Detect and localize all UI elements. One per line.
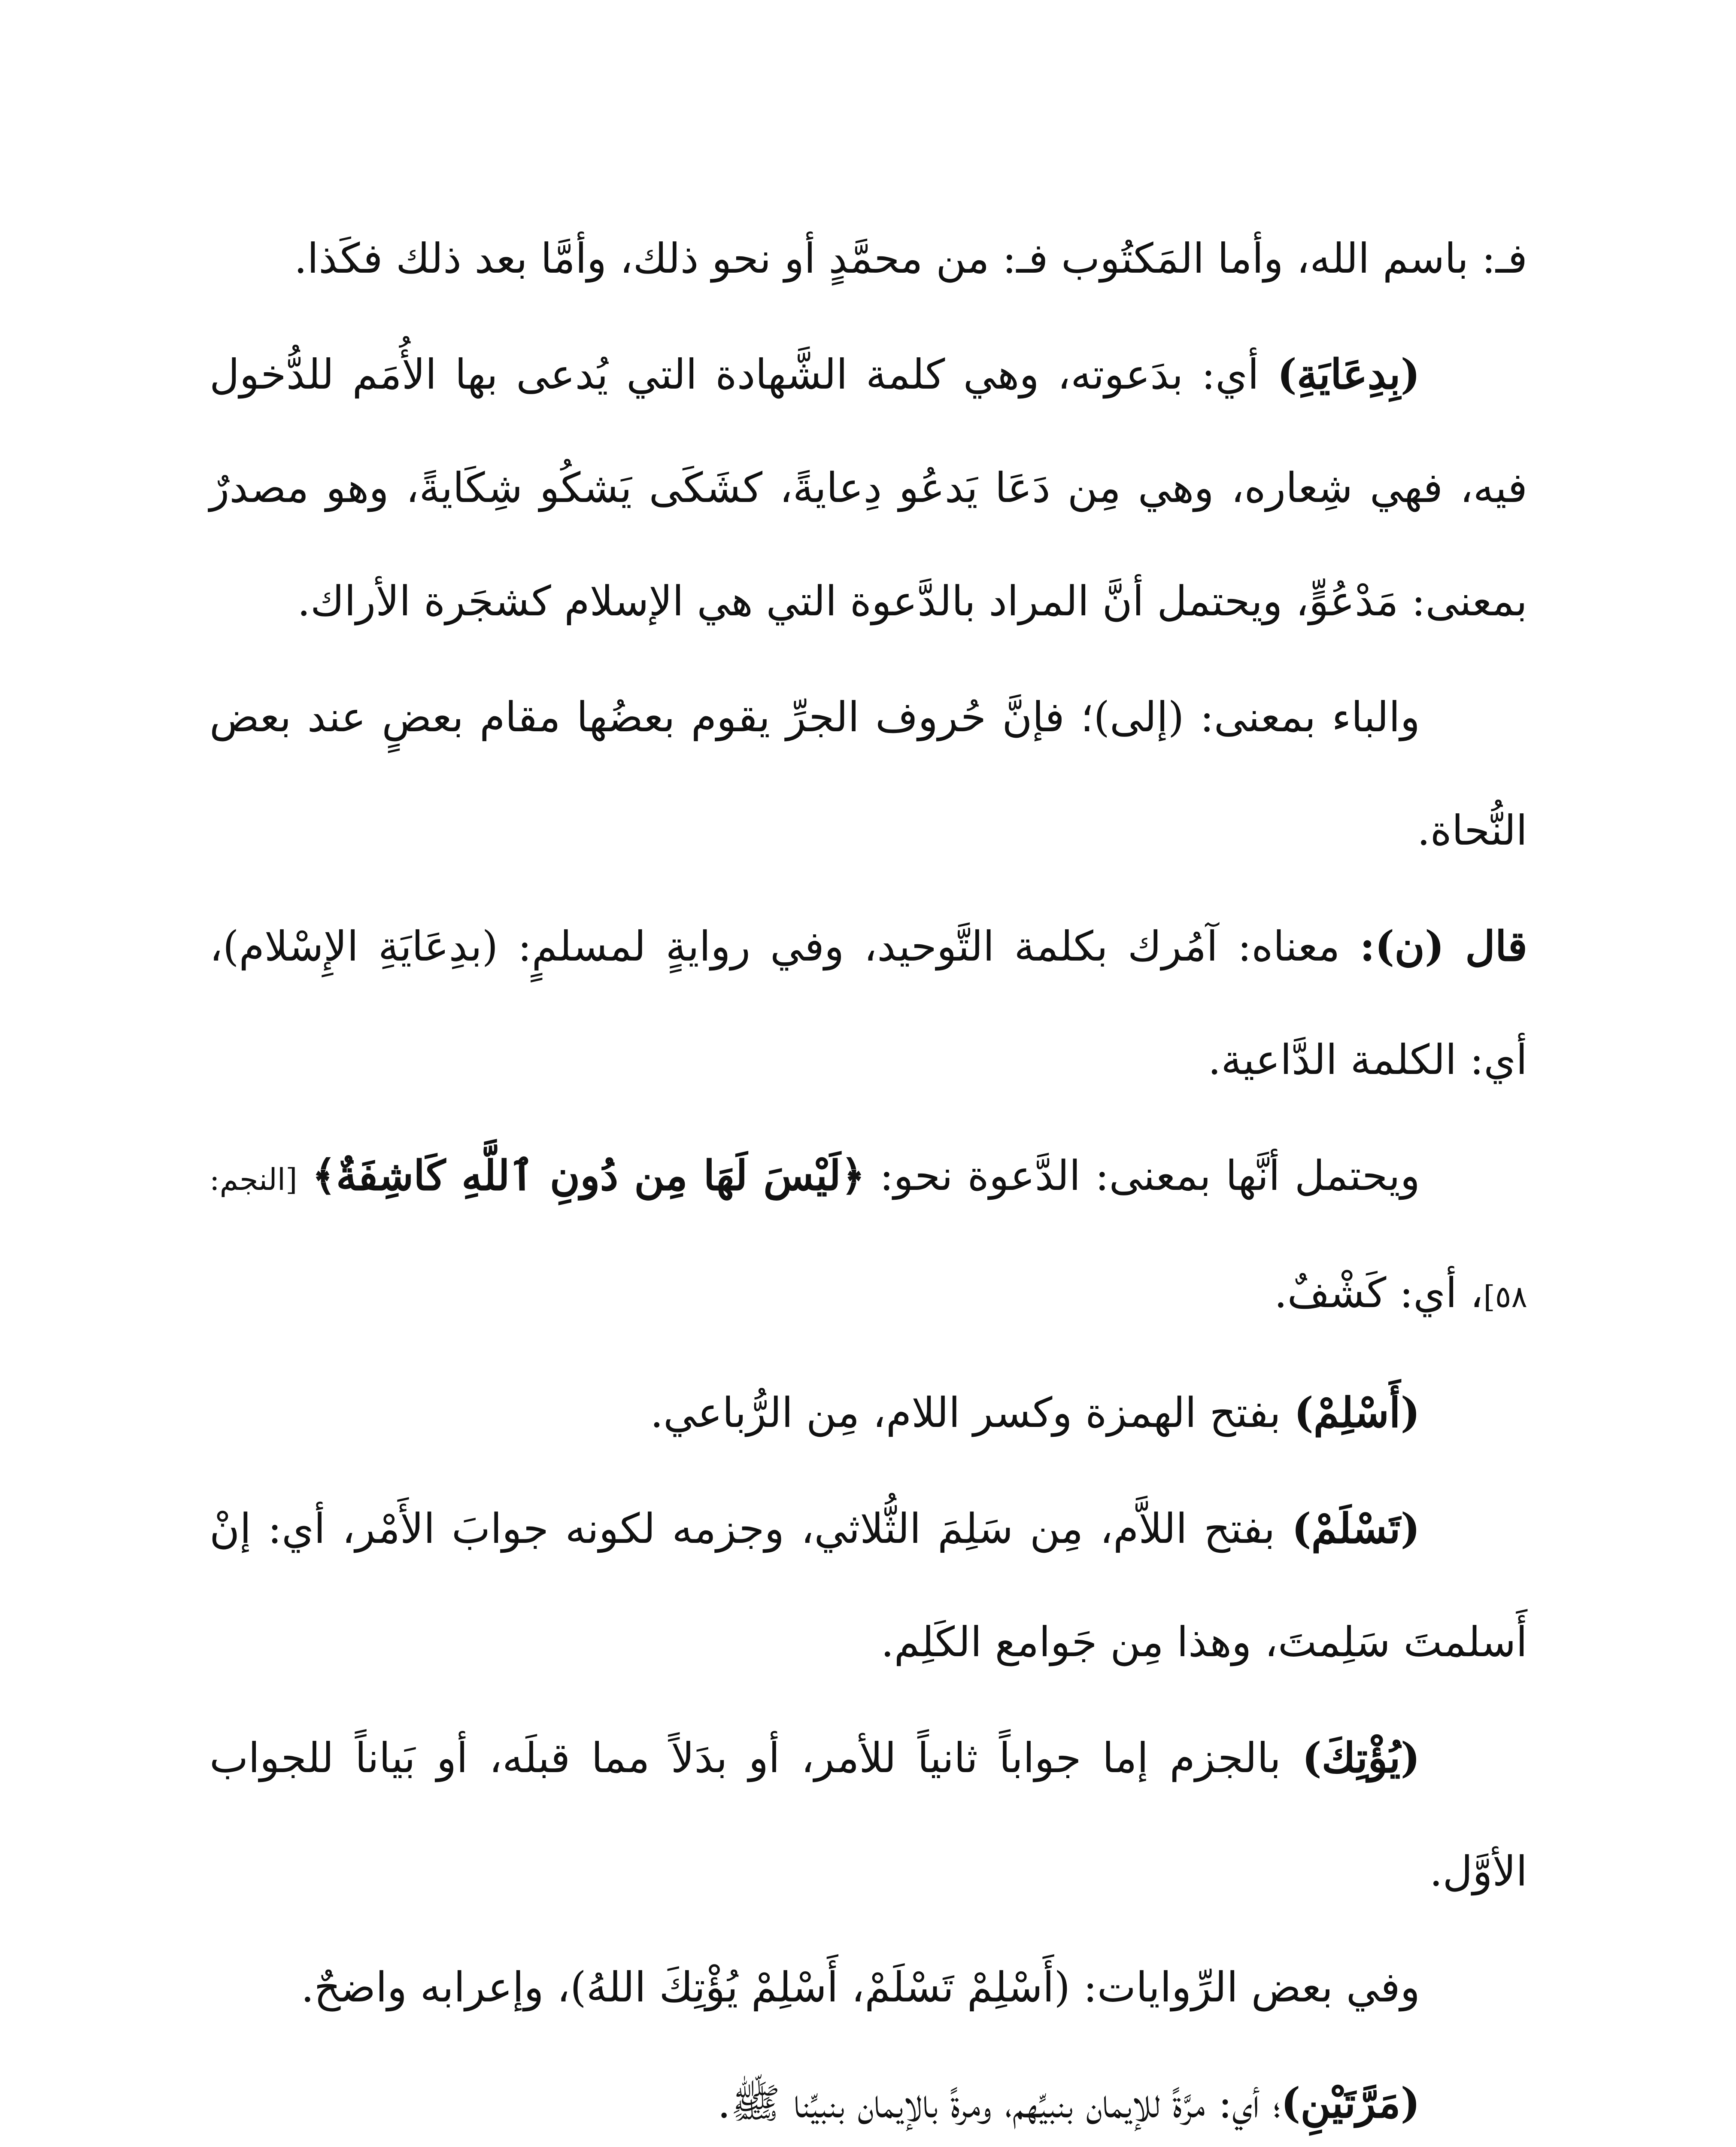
- emphasized-term: (مَرَّتَيْنِ): [1281, 2079, 1420, 2127]
- emphasized-term: (بِدِعَايَةِ): [1277, 350, 1420, 398]
- paragraph: [209, 1356, 1527, 1469]
- paragraph: [209, 660, 1527, 887]
- paragraph-text: [297, 1152, 312, 1200]
- paragraph-text: بفتح الهمزة وكسر اللام، مِن الرُّباعي.: [650, 1389, 1294, 1437]
- paragraph: [209, 202, 1527, 315]
- emphasized-term: (يُؤْتِكَ): [1302, 1733, 1420, 1782]
- paragraph-text: وفي بعض الرِّوايات: (أَسْلِمْ تَسْلَمْ، أَسْلِمْ يُؤْتِكَ اللهُ)، وإعرابه واضحٌ.: [301, 1963, 1420, 2011]
- paragraph: [209, 1701, 1527, 1928]
- paragraph-text: أي: بدَعوته، وهي كلمة الشَّهادة التي يُدعى بها الأُمَم للدُّخول فيه، فهي شِعاره، وهي مِن دَعَا يَدعُو دِعايةً، كشَكَى يَشكُو شِكَايةً، وهو مصدرٌ بمعنى: مَدْعُوٍّ، ويحتمل أنَّ المراد بالدَّعوة التي هي الإسلام كشجَرة الأراك.: [209, 350, 1527, 625]
- paragraph-text: ، أي: كَشْفٌ.: [1274, 1269, 1484, 1317]
- paragraph-text: بفتح اللاَّم، مِن سَلِمَ الثُّلاثي، وجزمه لكونه جوابَ الأَمْر، أي: إنْ أَسلمتَ سَلِمتَ، وهذا مِن جَوامع الكَلِم.: [209, 1505, 1527, 1666]
- paragraph-text: والباء بمعنى: (إلى)؛ فإنَّ حُروف الجرِّ يقوم بعضُها مقام بعضٍ عند بعض النُّحاة.: [209, 693, 1527, 855]
- paragraph: [209, 2047, 1527, 2147]
- emphasized-term: (أَسْلِمْ): [1294, 1388, 1420, 1437]
- emphasized-term: (تَسْلَمْ): [1292, 1504, 1420, 1553]
- paragraph-text: بالجزم إما جواباً ثانياً للأمر، أو بدَلاً مما قبلَه، أو بَياناً للجواب الأوَّل.: [209, 1734, 1527, 1895]
- paragraph-text: ؛ أي: مرَّةً للإيمان بنبيِّهم، ومرةً بالإيمان بنبيِّنا ﷺ.: [717, 2079, 1281, 2127]
- paragraph-text: معناه: آمُرك بكلمة التَّوحيد، وفي روايةٍ لمسلمٍ: (بدِعَايَةِ الإِسْلام)، أي: الكلمة الدَّاعية.: [209, 922, 1527, 1084]
- emphasized-term: قال (ن):: [1360, 922, 1528, 970]
- paragraph: [209, 318, 1527, 658]
- citation-reference: [النجم: ٥٨]: [209, 1162, 1527, 1314]
- paragraph: [209, 890, 1527, 1116]
- paragraph: [209, 1931, 1527, 2044]
- paragraph: [209, 1472, 1527, 1699]
- emphasized-term: ﴿لَيْسَ لَهَا مِن دُونِ ٱللَّهِ كَاشِفَةٌ﴾: [312, 1151, 865, 1200]
- commentary-text-block: [209, 202, 1527, 2147]
- paragraph-text: ف‍ـ: باسم الله، وأما المَكتُوب ف‍ـ: من محمَّدٍ أو نحو ذلك، وأمَّا بعد ذلك فكَذا.: [294, 234, 1527, 283]
- paragraph: [209, 1119, 1527, 1353]
- paragraph-text: ويحتمل أنَّها بمعنى: الدَّعوة نحو:: [865, 1152, 1420, 1200]
